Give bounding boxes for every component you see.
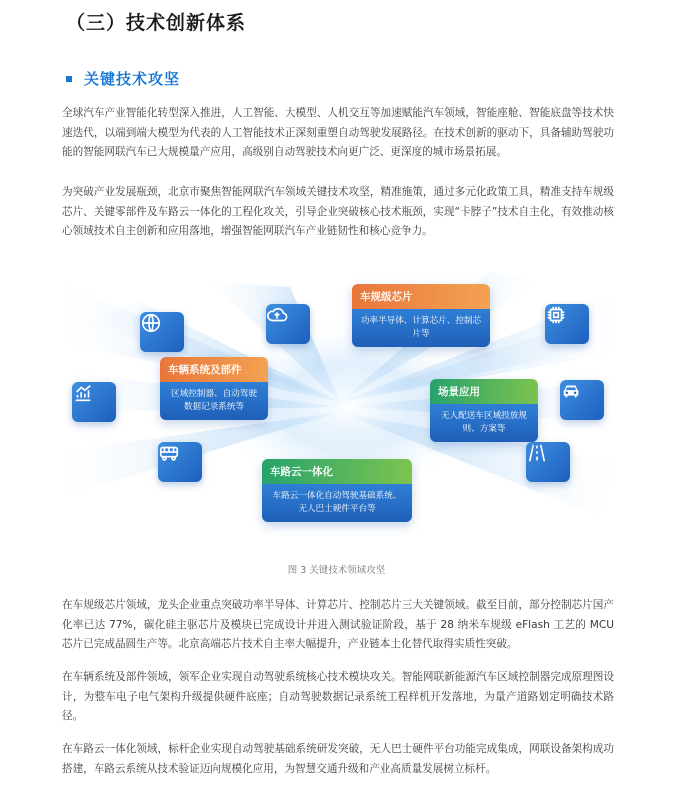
box-scene-title: 场景应用 (430, 379, 538, 404)
heading-bullet (66, 76, 72, 82)
box-cloud-title: 车路云一体化 (262, 459, 412, 484)
box-scene (430, 379, 538, 442)
box-vehicle-body: 区域控制器、自动驾驶数据记录系统等 (160, 382, 268, 420)
paragraph-5: 在车路云一体化领域，标杆企业实现自动驾驶基础系统研发突破，无人巴士硬件平台功能完成集成，网联设备架构成功搭建，车路云系统从技术验证迈向规模化应用，为智慧交通升级和产业高质量发展树立标杆。 (62, 743, 614, 775)
box-chip-body: 功率半导体、计算芯片、控制芯片等 (352, 309, 490, 347)
box-vehicle-title: 车辆系统及部件 (160, 357, 268, 382)
paragraph-1: 全球汽车产业智能化转型深入推进，人工智能、大模型、人机交互等加速赋能汽车领域，智能座舱、智能底盘等技术快速迭代，以端到端大模型为代表的人工智能技术正深刻重塑自动驾驶发展路径。在技术创新的驱动下，具备辅助驾驶功能的智能网联汽车已大规模量产应用，高级别自动驾驶技术向更广泛、更深度的城市场景拓展。 (62, 107, 614, 158)
box-scene-body: 无人配送车区域投放规则、方案等 (430, 404, 538, 442)
road-icon (526, 442, 570, 482)
globe-icon (140, 312, 184, 352)
bus-icon (158, 442, 202, 482)
cloud-upload-icon (266, 304, 310, 344)
box-chip (352, 284, 490, 347)
paragraph-2: 为突破产业发展瓶颈，北京市聚焦智能网联汽车领域关键技术攻坚，精准施策，通过多元化政策工具，精准支持车规级芯片、关键零部件及车路云一体化的工程化攻关，引导企业突破核心技术瓶颈，实现“卡脖子”技术自主化，有效推动核心领域技术自主创新和应用落地，增强智能网联汽车产业链韧性和核心竞争力。 (62, 186, 614, 237)
figure-caption: 图 3 关键技术领域攻坚 (287, 565, 386, 576)
paragraph-4: 在车辆系统及部件领域，领军企业实现自动驾驶系统核心技术模块攻关。智能网联新能源汽车区域控制器完成原理图设计，为整车电子电气架构升级提供硬件底座；自动驾驶数据记录系统工程样机开发落地，为量产道路划定明确技术路径。 (62, 671, 614, 722)
section-title: （三）技术创新体系 (66, 12, 247, 34)
sub-heading (66, 68, 180, 89)
box-vehicle (160, 357, 268, 420)
car-icon (560, 380, 604, 420)
box-cloud (262, 459, 412, 522)
sub-heading-text: 关键技术攻坚 (84, 70, 181, 88)
box-cloud-body: 车路云一体化自动驾驶基础系统、无人巴士硬件平台等 (262, 484, 412, 522)
key-tech-figure (60, 262, 620, 557)
chip-icon (545, 304, 589, 344)
chart-growth-icon (72, 382, 116, 422)
paragraph-3: 在车规级芯片领域，龙头企业重点突破功率半导体、计算芯片、控制芯片三大关键领域。截至目前，部分控制芯片国产化率已达 77%，碳化硅主驱芯片及模块已完成设计并进入测试验证阶段，基于 28 纳米车规级 eFlash 工艺的 MCU 芯片已完成晶圆生产等。北京高端芯片技术自主率大幅提升，产业链本土化替代取得实质性突破。 (62, 599, 614, 650)
box-chip-title: 车规级芯片 (352, 284, 490, 309)
